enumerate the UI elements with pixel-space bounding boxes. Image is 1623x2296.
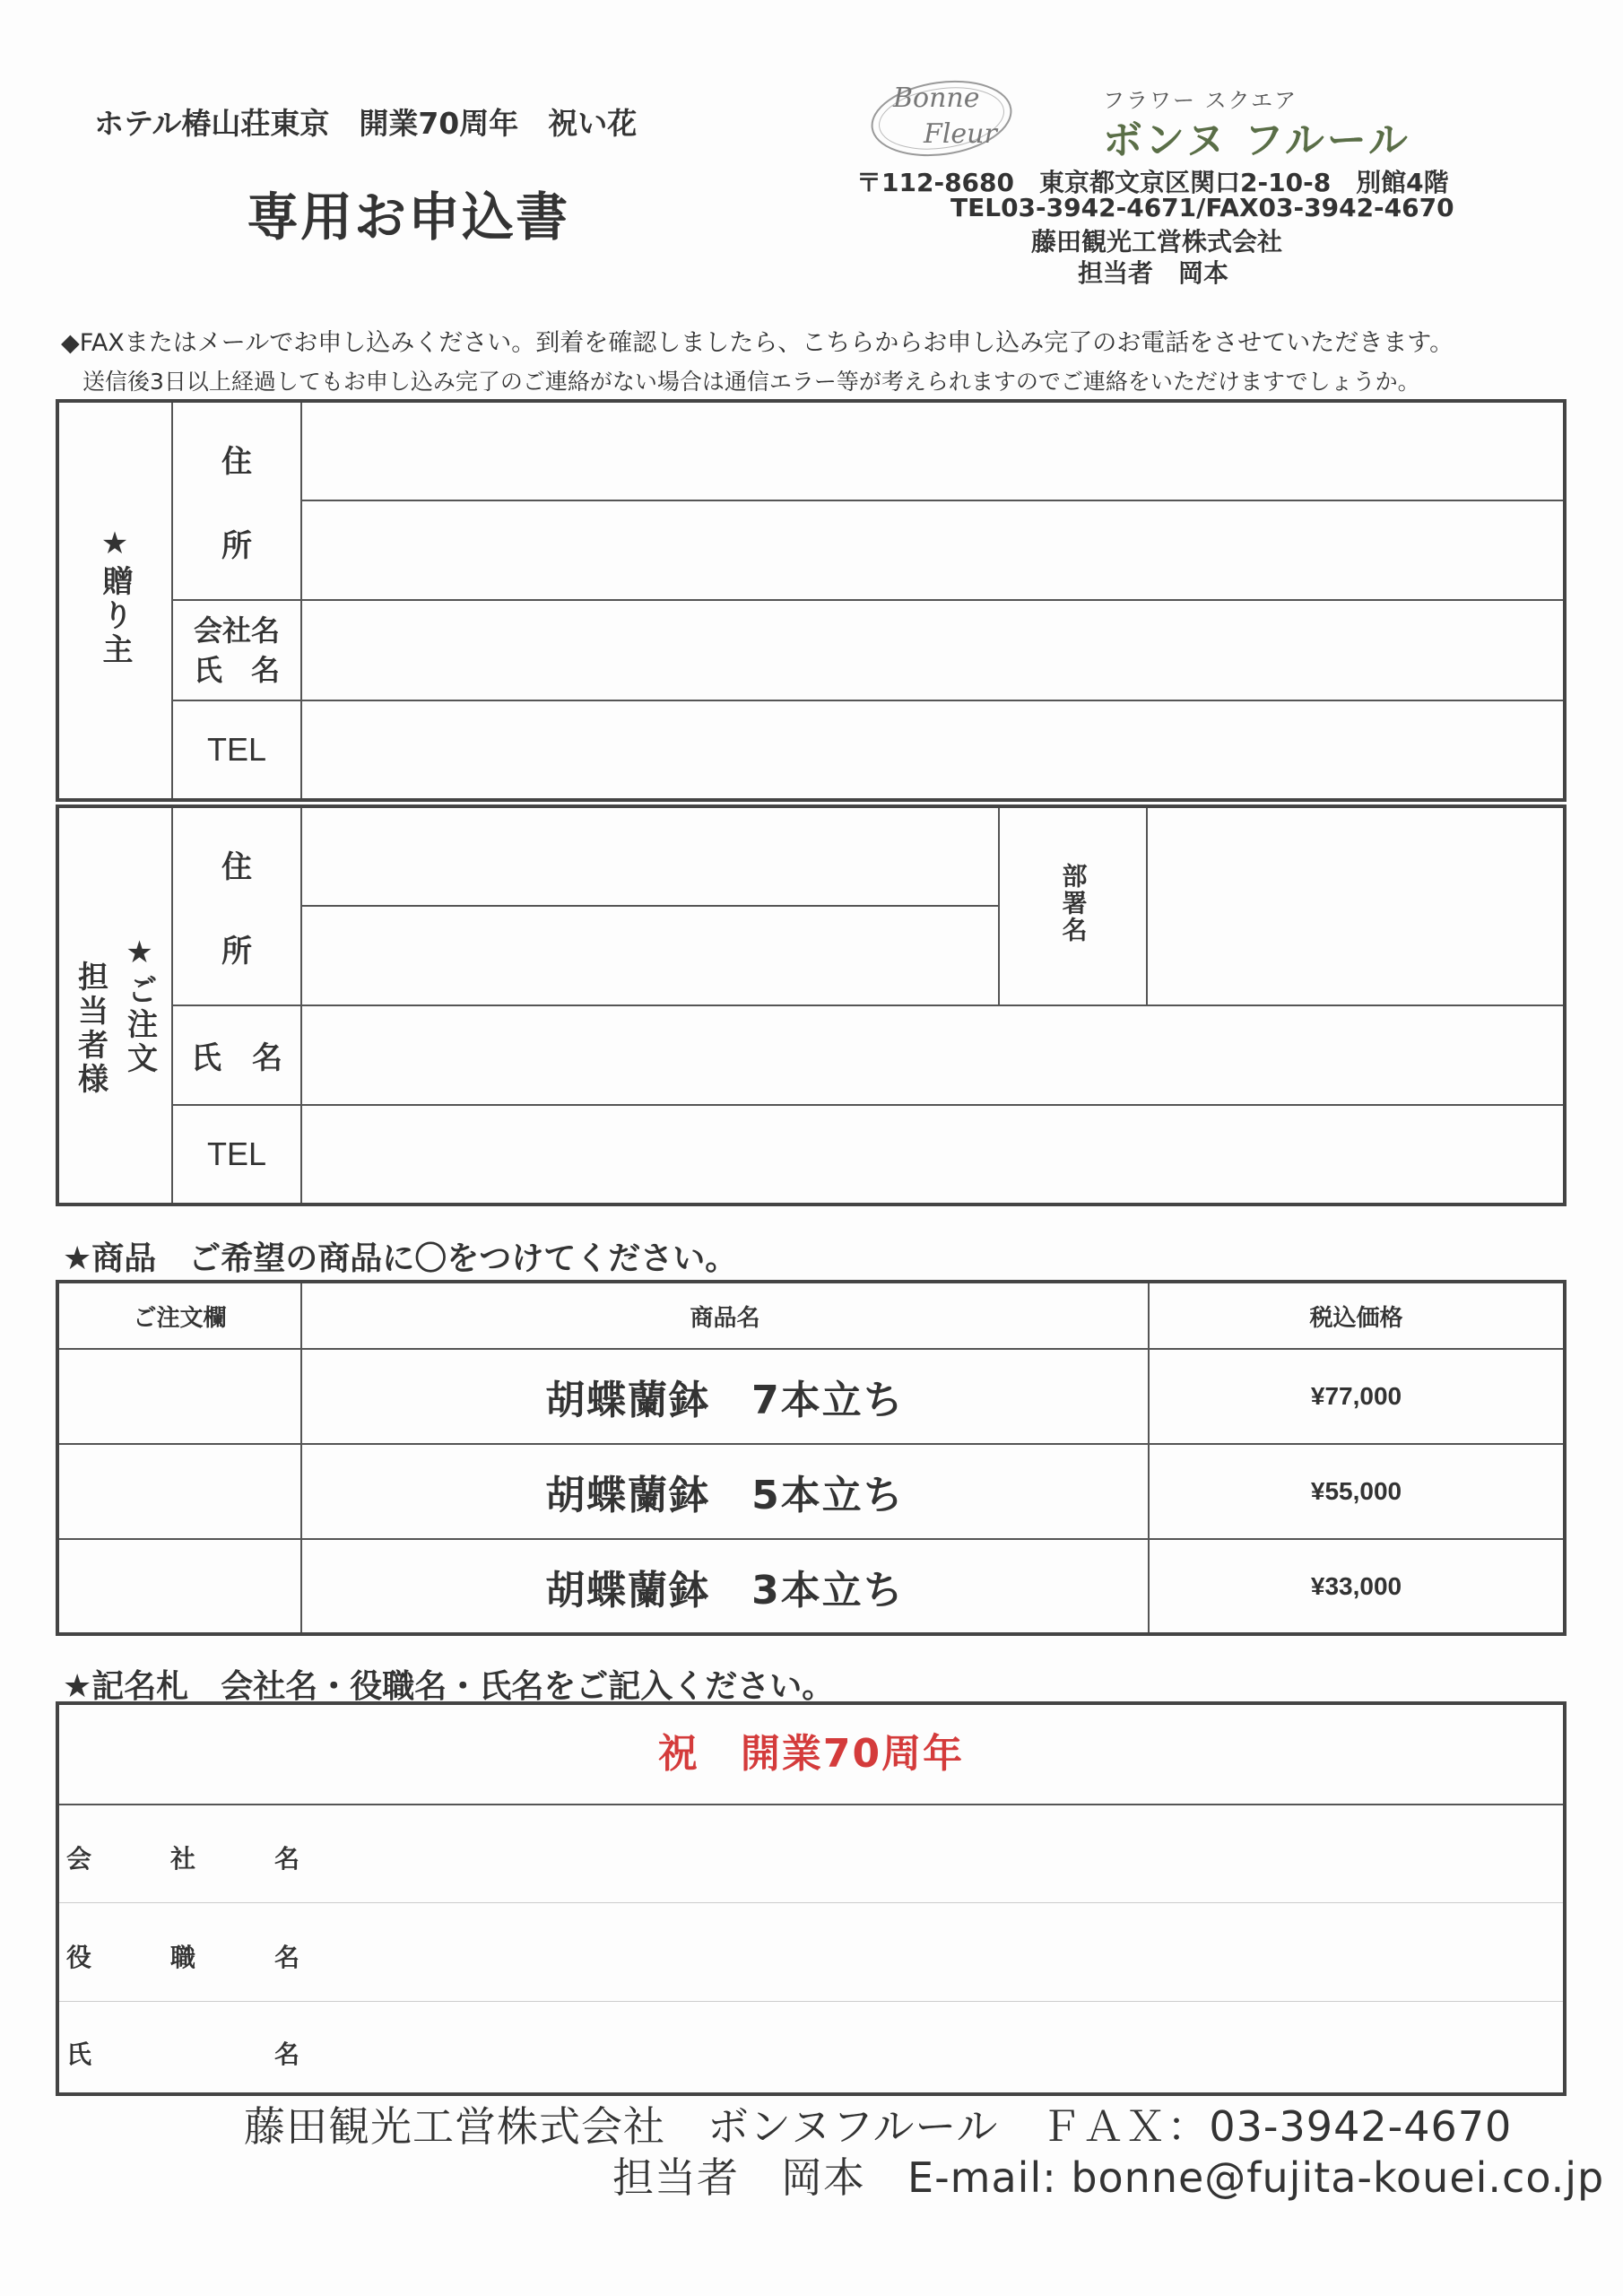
nameplate-box (56, 1701, 1567, 2096)
nameplate-divider (59, 2001, 1563, 2002)
orderer-name-label: 氏 名 (172, 1005, 301, 1105)
sender-tel-field[interactable] (301, 700, 1565, 800)
bonne-fleur-logo (868, 74, 1016, 163)
orderer-group-label: ★ご注文 担当者様 (57, 806, 172, 1205)
nameplate-divider (59, 1902, 1563, 1903)
orderer-address-label: 住 所 (172, 806, 301, 1005)
product-order-cell[interactable] (57, 1539, 301, 1634)
product-order-cell[interactable] (57, 1349, 301, 1444)
footer-contact-email: 担当者 岡本 E-mail: bonne@fujita-kouei.co.jp (612, 2153, 1605, 2202)
notice-line-1: ◆FAXまたはメールでお申し込みください。到着を確認しましたら、こちらからお申し込み完了のお電話をさせていただきます。 (61, 329, 1454, 357)
sender-company-name-field[interactable] (301, 600, 1565, 700)
product-name: 胡蝶蘭鉢 5本立ち (301, 1444, 1149, 1539)
shop-contact: 担当者 岡本 (1078, 258, 1229, 288)
products-header-order: ご注文欄 (57, 1282, 301, 1349)
orderer-address-field-2[interactable] (301, 906, 999, 1005)
nameplate-title-field[interactable] (310, 1904, 1559, 1999)
product-row (57, 1349, 1565, 1444)
product-price: ¥77,000 (1149, 1349, 1565, 1444)
product-price: ¥55,000 (1149, 1444, 1565, 1539)
product-row (57, 1539, 1565, 1634)
sender-tel-label: TEL (172, 700, 301, 800)
nameplate-company-label: 会社名 (66, 1844, 299, 1874)
sender-address-field-2[interactable] (301, 500, 1565, 600)
shop-name-kana: フラワー スクエア (1103, 88, 1298, 113)
orderer-tel-label: TEL (172, 1105, 301, 1205)
products-header-price: 税込価格 (1149, 1282, 1565, 1349)
form-title: 専用お申込書 (247, 187, 570, 248)
products-section-title: ★商品 ご希望の商品に〇をつけてください。 (63, 1240, 738, 1277)
nameplate-company-field[interactable] (310, 1805, 1559, 1900)
logo-word-bonne: Bonne (893, 83, 980, 114)
nameplate-celebration-text: 祝 開業70周年 (657, 1731, 965, 1777)
orderer-table (56, 804, 1567, 1206)
nameplate-title-label: 役職名 (66, 1943, 299, 1972)
orderer-tel-field[interactable] (301, 1105, 1565, 1205)
shop-tel-fax: TEL03-3942-4671/FAX03-3942-4670 (950, 193, 1454, 222)
sender-company-name-label: 会社名 氏 名 (172, 600, 301, 700)
product-price: ¥33,000 (1149, 1539, 1565, 1634)
orderer-address-field-1[interactable] (301, 806, 999, 906)
shop-address: 〒112-8680 東京都文京区関口2-10-8 別館4階 (856, 168, 1449, 197)
orderer-name-field[interactable] (301, 1005, 1565, 1105)
products-table (56, 1280, 1567, 1636)
product-name: 胡蝶蘭鉢 3本立ち (301, 1539, 1149, 1634)
sender-group-label: ★贈り主 (57, 401, 172, 800)
footer-company-fax: 藤田観光工営株式会社 ボンヌフルール ＦＡＸ：03-3942-4670 (244, 2102, 1513, 2151)
nameplate-name-label: 氏名 (66, 2039, 299, 2069)
product-row (57, 1444, 1565, 1539)
sender-table (56, 399, 1567, 802)
notice-line-2: 送信後3日以上経過してもお申し込み完了のご連絡がない場合は通信エラー等が考えられますのでご連絡をいただけますでしょうか。 (82, 369, 1420, 395)
nameplate-section-title: ★記名札 会社名・役職名・氏名をご記入ください。 (63, 1668, 835, 1705)
shop-name: ボンヌ フルール (1103, 117, 1410, 163)
event-title: ホテル椿山荘東京 開業70周年 祝い花 (94, 106, 638, 141)
orderer-dept-label: 部署名 (999, 806, 1147, 1005)
nameplate-name-field[interactable] (310, 2003, 1559, 2092)
logo-word-fleur: Fleur (924, 118, 997, 150)
shop-company: 藤田観光工営株式会社 (1031, 227, 1283, 257)
product-name: 胡蝶蘭鉢 7本立ち (301, 1349, 1149, 1444)
sender-address-label: 住 所 (172, 401, 301, 600)
product-order-cell[interactable] (57, 1444, 301, 1539)
orderer-dept-field[interactable] (1147, 806, 1565, 1005)
products-header-name: 商品名 (301, 1282, 1149, 1349)
sender-address-field-1[interactable] (301, 401, 1565, 500)
